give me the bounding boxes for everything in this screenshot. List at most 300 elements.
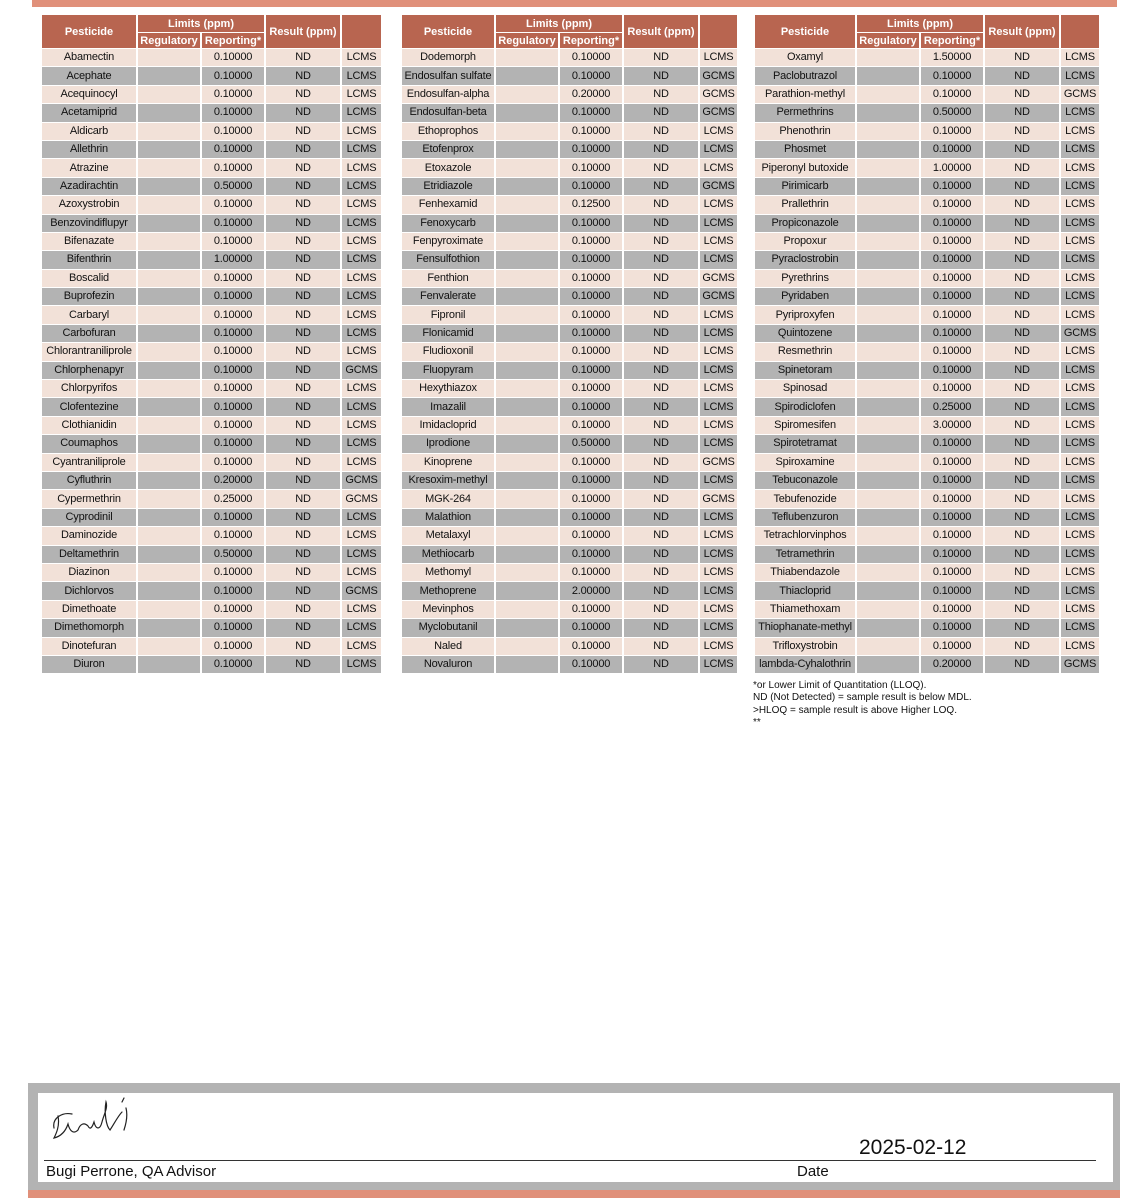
cell-reporting: 0.10000 [921, 233, 983, 250]
cell-method: LCMS [342, 141, 381, 158]
top-accent-bar [32, 0, 1117, 7]
table-row [755, 638, 1099, 655]
cell-method: LCMS [1061, 546, 1099, 563]
table-row [402, 362, 737, 379]
cell-reporting: 0.50000 [921, 104, 983, 121]
cell-method: LCMS [342, 325, 381, 342]
cell-pesticide: Clofentezine [42, 398, 136, 415]
cell-reporting: 0.10000 [921, 196, 983, 213]
cell-reporting: 0.10000 [202, 380, 264, 397]
cell-method: LCMS [1061, 398, 1099, 415]
cell-reporting: 0.10000 [202, 141, 264, 158]
table-row [402, 398, 737, 415]
cell-pesticide: Carbaryl [42, 306, 136, 323]
cell-method: LCMS [342, 546, 381, 563]
cell-pesticide: Imidacloprid [402, 417, 494, 434]
cell-pesticide: Coumaphos [42, 435, 136, 452]
cell-result: ND [266, 86, 340, 103]
cell-regulatory [496, 527, 558, 544]
table-row [42, 564, 381, 581]
cell-method: LCMS [1061, 178, 1099, 195]
cell-regulatory [496, 86, 558, 103]
cell-pesticide: Spiromesifen [755, 417, 855, 434]
cell-regulatory [857, 123, 919, 140]
cell-pesticide: Kinoprene [402, 454, 494, 471]
table-row [402, 454, 737, 471]
cell-pesticide: Fenthion [402, 270, 494, 287]
cell-regulatory [138, 398, 200, 415]
table-row [42, 67, 381, 84]
table-row [42, 178, 381, 195]
table-row [402, 380, 737, 397]
cell-regulatory [138, 306, 200, 323]
cell-method: LCMS [700, 435, 737, 452]
cell-regulatory [857, 343, 919, 360]
table-row [42, 49, 381, 66]
table-row [42, 490, 381, 507]
cell-result: ND [985, 435, 1059, 452]
cell-result: ND [985, 656, 1059, 673]
cell-result: ND [266, 49, 340, 66]
table-row [402, 417, 737, 434]
cell-regulatory [138, 288, 200, 305]
cell-result: ND [266, 67, 340, 84]
cell-pesticide: Spirotetramat [755, 435, 855, 452]
cell-pesticide: Cyfluthrin [42, 472, 136, 489]
cell-method: LCMS [342, 656, 381, 673]
cell-result: ND [985, 49, 1059, 66]
cell-method: LCMS [1061, 215, 1099, 232]
cell-method: LCMS [700, 196, 737, 213]
cell-result: ND [985, 564, 1059, 581]
cell-method: LCMS [342, 417, 381, 434]
table-row [402, 104, 737, 121]
header-regulatory: Regulatory [138, 33, 200, 48]
cell-pesticide: Tetramethrin [755, 546, 855, 563]
cell-reporting: 0.10000 [560, 67, 622, 84]
cell-regulatory [496, 564, 558, 581]
table-row [402, 67, 737, 84]
cell-result: ND [985, 582, 1059, 599]
cell-pesticide: Chlorantraniliprole [42, 343, 136, 360]
header-limits: Limits (ppm) [857, 15, 983, 32]
cell-result: ND [266, 527, 340, 544]
cell-method: LCMS [700, 233, 737, 250]
header-pesticide: Pesticide [42, 15, 136, 48]
table-row [42, 362, 381, 379]
cell-regulatory [857, 215, 919, 232]
cell-pesticide: Cypermethrin [42, 490, 136, 507]
cell-reporting: 0.12500 [560, 196, 622, 213]
table-row [42, 380, 381, 397]
cell-result: ND [266, 582, 340, 599]
cell-regulatory [138, 490, 200, 507]
cell-pesticide: Carbofuran [42, 325, 136, 342]
cell-pesticide: Thiophanate-methyl [755, 619, 855, 636]
cell-regulatory [857, 233, 919, 250]
cell-result: ND [985, 398, 1059, 415]
table-row [755, 67, 1099, 84]
cell-reporting: 0.10000 [921, 306, 983, 323]
table-row [42, 619, 381, 636]
cell-result: ND [624, 49, 698, 66]
table-row [755, 656, 1099, 673]
table-row [402, 619, 737, 636]
cell-pesticide: Tebuconazole [755, 472, 855, 489]
cell-result: ND [624, 490, 698, 507]
cell-method: LCMS [342, 67, 381, 84]
cell-method: LCMS [342, 527, 381, 544]
table-row [42, 435, 381, 452]
table-row [755, 362, 1099, 379]
cell-regulatory [496, 601, 558, 618]
cell-pesticide: Iprodione [402, 435, 494, 452]
table-row [755, 325, 1099, 342]
cell-reporting: 0.10000 [202, 159, 264, 176]
cell-regulatory [857, 67, 919, 84]
cell-regulatory [496, 490, 558, 507]
cell-method: LCMS [342, 123, 381, 140]
cell-regulatory [138, 141, 200, 158]
cell-method: LCMS [342, 306, 381, 323]
cell-reporting: 0.10000 [202, 509, 264, 526]
cell-method: LCMS [700, 380, 737, 397]
cell-reporting: 0.10000 [921, 343, 983, 360]
cell-method: LCMS [342, 104, 381, 121]
cell-reporting: 0.10000 [202, 196, 264, 213]
cell-reporting: 0.10000 [560, 141, 622, 158]
cell-reporting: 0.10000 [202, 325, 264, 342]
cell-regulatory [496, 509, 558, 526]
cell-pesticide: Bifenazate [42, 233, 136, 250]
table-row [42, 343, 381, 360]
cell-reporting: 0.10000 [202, 306, 264, 323]
footnote-lloq: *or Lower Limit of Quantitation (LLOQ). [753, 680, 927, 691]
table-row [755, 86, 1099, 103]
cell-regulatory [857, 270, 919, 287]
cell-method: LCMS [342, 380, 381, 397]
cell-pesticide: Diuron [42, 656, 136, 673]
cell-result: ND [985, 178, 1059, 195]
cell-method: LCMS [1061, 601, 1099, 618]
table-row [402, 527, 737, 544]
cell-result: ND [266, 325, 340, 342]
cell-pesticide: Permethrins [755, 104, 855, 121]
cell-result: ND [985, 509, 1059, 526]
table-row [755, 178, 1099, 195]
cell-regulatory [496, 141, 558, 158]
cell-result: ND [266, 454, 340, 471]
cell-regulatory [138, 251, 200, 268]
cell-result: ND [985, 417, 1059, 434]
table-row [402, 178, 737, 195]
header-reporting: Reporting* [921, 33, 983, 48]
cell-pesticide: Cyprodinil [42, 509, 136, 526]
signer-name: Bugi Perrone, QA Advisor [46, 1163, 217, 1180]
cell-method: LCMS [1061, 638, 1099, 655]
cell-reporting: 0.10000 [560, 343, 622, 360]
cell-reporting: 0.10000 [921, 270, 983, 287]
cell-result: ND [624, 564, 698, 581]
table-row [755, 472, 1099, 489]
table-row [755, 49, 1099, 66]
table-row [755, 527, 1099, 544]
table-row [402, 215, 737, 232]
cell-pesticide: Abamectin [42, 49, 136, 66]
cell-reporting: 0.10000 [202, 123, 264, 140]
cell-regulatory [496, 656, 558, 673]
cell-method: LCMS [1061, 362, 1099, 379]
cell-reporting: 0.10000 [560, 472, 622, 489]
cell-pesticide: Myclobutanil [402, 619, 494, 636]
cell-result: ND [985, 141, 1059, 158]
cell-reporting: 2.00000 [560, 582, 622, 599]
cell-result: ND [624, 104, 698, 121]
cell-result: ND [266, 343, 340, 360]
cell-method: GCMS [700, 86, 737, 103]
cell-reporting: 0.10000 [921, 454, 983, 471]
cell-reporting: 0.10000 [202, 454, 264, 471]
cell-regulatory [857, 417, 919, 434]
cell-reporting: 0.25000 [921, 398, 983, 415]
cell-reporting: 0.10000 [921, 490, 983, 507]
footnote-nd: ND (Not Detected) = sample result is below MDL. [753, 692, 972, 704]
cell-method: LCMS [1061, 619, 1099, 636]
cell-method: LCMS [700, 564, 737, 581]
cell-reporting: 0.10000 [921, 141, 983, 158]
cell-method: LCMS [700, 343, 737, 360]
cell-pesticide: Fenoxycarb [402, 215, 494, 232]
cell-result: ND [624, 67, 698, 84]
cell-reporting: 0.10000 [560, 417, 622, 434]
cell-reporting: 0.10000 [921, 251, 983, 268]
cell-result: ND [985, 619, 1059, 636]
cell-method: LCMS [1061, 306, 1099, 323]
table-row [42, 398, 381, 415]
table-row [402, 233, 737, 250]
cell-pesticide: Metalaxyl [402, 527, 494, 544]
cell-pesticide: Thiabendazole [755, 564, 855, 581]
cell-result: ND [624, 325, 698, 342]
cell-pesticide: Aldicarb [42, 123, 136, 140]
cell-result: ND [624, 509, 698, 526]
cell-reporting: 0.10000 [202, 362, 264, 379]
cell-method: LCMS [700, 362, 737, 379]
header-reporting: Reporting* [202, 33, 264, 48]
table-row [755, 546, 1099, 563]
header-regulatory: Regulatory [857, 33, 919, 48]
cell-reporting: 0.10000 [560, 215, 622, 232]
table-row [402, 343, 737, 360]
cell-pesticide: Resmethrin [755, 343, 855, 360]
cell-reporting: 0.10000 [921, 67, 983, 84]
cell-pesticide: Boscalid [42, 270, 136, 287]
table-row [42, 196, 381, 213]
table-row [402, 490, 737, 507]
cell-method: LCMS [700, 509, 737, 526]
cell-result: ND [985, 233, 1059, 250]
cell-reporting: 0.10000 [560, 527, 622, 544]
table-row [402, 656, 737, 673]
table-row [42, 159, 381, 176]
cell-reporting: 0.10000 [560, 546, 622, 563]
cell-reporting: 0.10000 [202, 582, 264, 599]
cell-method: LCMS [342, 343, 381, 360]
cell-regulatory [496, 215, 558, 232]
cell-pesticide: Spirodiclofen [755, 398, 855, 415]
header-pesticide: Pesticide [402, 15, 494, 48]
cell-reporting: 0.10000 [560, 123, 622, 140]
cell-regulatory [496, 343, 558, 360]
cell-method: LCMS [700, 656, 737, 673]
table-row [755, 509, 1099, 526]
cell-regulatory [138, 178, 200, 195]
cell-regulatory [857, 398, 919, 415]
cell-pesticide: Trifloxystrobin [755, 638, 855, 655]
cell-pesticide: Dinotefuran [42, 638, 136, 655]
table-row [755, 141, 1099, 158]
cell-method: LCMS [342, 564, 381, 581]
cell-pesticide: Fipronil [402, 306, 494, 323]
cell-result: ND [266, 251, 340, 268]
cell-result: ND [266, 546, 340, 563]
cell-method: GCMS [342, 472, 381, 489]
cell-regulatory [857, 527, 919, 544]
cell-reporting: 0.10000 [560, 564, 622, 581]
cell-reporting: 0.10000 [560, 251, 622, 268]
cell-pesticide: Methoprene [402, 582, 494, 599]
cell-regulatory [496, 638, 558, 655]
bottom-accent-bar [28, 1190, 1120, 1198]
cell-pesticide: Novaluron [402, 656, 494, 673]
cell-method: LCMS [1061, 527, 1099, 544]
cell-regulatory [496, 454, 558, 471]
cell-regulatory [138, 582, 200, 599]
cell-result: ND [266, 233, 340, 250]
header-result: Result (ppm) [985, 15, 1059, 48]
cell-reporting: 0.10000 [560, 656, 622, 673]
cell-result: ND [624, 362, 698, 379]
cell-reporting: 0.10000 [921, 380, 983, 397]
table-row [42, 454, 381, 471]
table-row [755, 123, 1099, 140]
cell-reporting: 0.10000 [202, 619, 264, 636]
cell-regulatory [138, 215, 200, 232]
cell-method: LCMS [342, 601, 381, 618]
cell-method: LCMS [1061, 251, 1099, 268]
cell-method: LCMS [1061, 270, 1099, 287]
cell-pesticide: Imazalil [402, 398, 494, 415]
cell-reporting: 0.10000 [921, 435, 983, 452]
cell-result: ND [266, 638, 340, 655]
cell-result: ND [624, 582, 698, 599]
table-row [402, 435, 737, 452]
cell-reporting: 0.50000 [202, 546, 264, 563]
cell-method: GCMS [1061, 325, 1099, 342]
cell-method: LCMS [1061, 104, 1099, 121]
cell-pesticide: Etridiazole [402, 178, 494, 195]
pesticide-table-2 [400, 14, 739, 674]
cell-method: LCMS [342, 159, 381, 176]
cell-pesticide: Thiacloprid [755, 582, 855, 599]
table-row [42, 509, 381, 526]
cell-reporting: 0.20000 [560, 86, 622, 103]
table-row [42, 527, 381, 544]
table-row [402, 159, 737, 176]
table-row [755, 601, 1099, 618]
cell-method: LCMS [700, 472, 737, 489]
table-row [755, 582, 1099, 599]
table-row [42, 546, 381, 563]
header-method [700, 15, 737, 48]
table-row [755, 454, 1099, 471]
cell-reporting: 0.10000 [202, 288, 264, 305]
table-row [42, 306, 381, 323]
table-row [755, 435, 1099, 452]
cell-result: ND [266, 306, 340, 323]
cell-result: ND [985, 104, 1059, 121]
cell-method: LCMS [1061, 233, 1099, 250]
cell-result: ND [985, 67, 1059, 84]
cell-method: LCMS [700, 601, 737, 618]
cell-method: LCMS [342, 398, 381, 415]
cell-result: ND [266, 472, 340, 489]
cell-reporting: 1.00000 [921, 159, 983, 176]
footnote-hloq: >HLOQ = sample result is above Higher LOQ. [753, 704, 957, 716]
cell-result: ND [985, 325, 1059, 342]
cell-method: LCMS [1061, 380, 1099, 397]
cell-reporting: 0.10000 [202, 215, 264, 232]
cell-regulatory [496, 49, 558, 66]
cell-method: LCMS [700, 215, 737, 232]
cell-regulatory [496, 398, 558, 415]
cell-reporting: 0.10000 [560, 288, 622, 305]
cell-result: ND [985, 380, 1059, 397]
cell-result: ND [624, 270, 698, 287]
cell-regulatory [496, 178, 558, 195]
pesticide-table-3 [753, 14, 1101, 674]
cell-result: ND [266, 288, 340, 305]
cell-result: ND [985, 270, 1059, 287]
cell-method: LCMS [1061, 454, 1099, 471]
cell-method: LCMS [342, 619, 381, 636]
cell-method: LCMS [1061, 141, 1099, 158]
cell-method: LCMS [342, 270, 381, 287]
cell-regulatory [857, 564, 919, 581]
cell-regulatory [138, 509, 200, 526]
cell-regulatory [138, 619, 200, 636]
cell-result: ND [624, 527, 698, 544]
cell-method: LCMS [1061, 582, 1099, 599]
cell-result: ND [266, 159, 340, 176]
table-row [402, 86, 737, 103]
cell-pesticide: Chlorphenapyr [42, 362, 136, 379]
cell-regulatory [857, 141, 919, 158]
cell-method: LCMS [342, 509, 381, 526]
cell-result: ND [266, 564, 340, 581]
cell-reporting: 0.10000 [921, 527, 983, 544]
cell-regulatory [138, 454, 200, 471]
cell-pesticide: Endosulfan-beta [402, 104, 494, 121]
cell-reporting: 3.00000 [921, 417, 983, 434]
cell-regulatory [857, 454, 919, 471]
cell-result: ND [985, 490, 1059, 507]
cell-regulatory [496, 472, 558, 489]
cell-pesticide: Acetamiprid [42, 104, 136, 121]
cell-reporting: 0.10000 [560, 638, 622, 655]
cell-pesticide: Azadirachtin [42, 178, 136, 195]
cell-result: ND [266, 490, 340, 507]
